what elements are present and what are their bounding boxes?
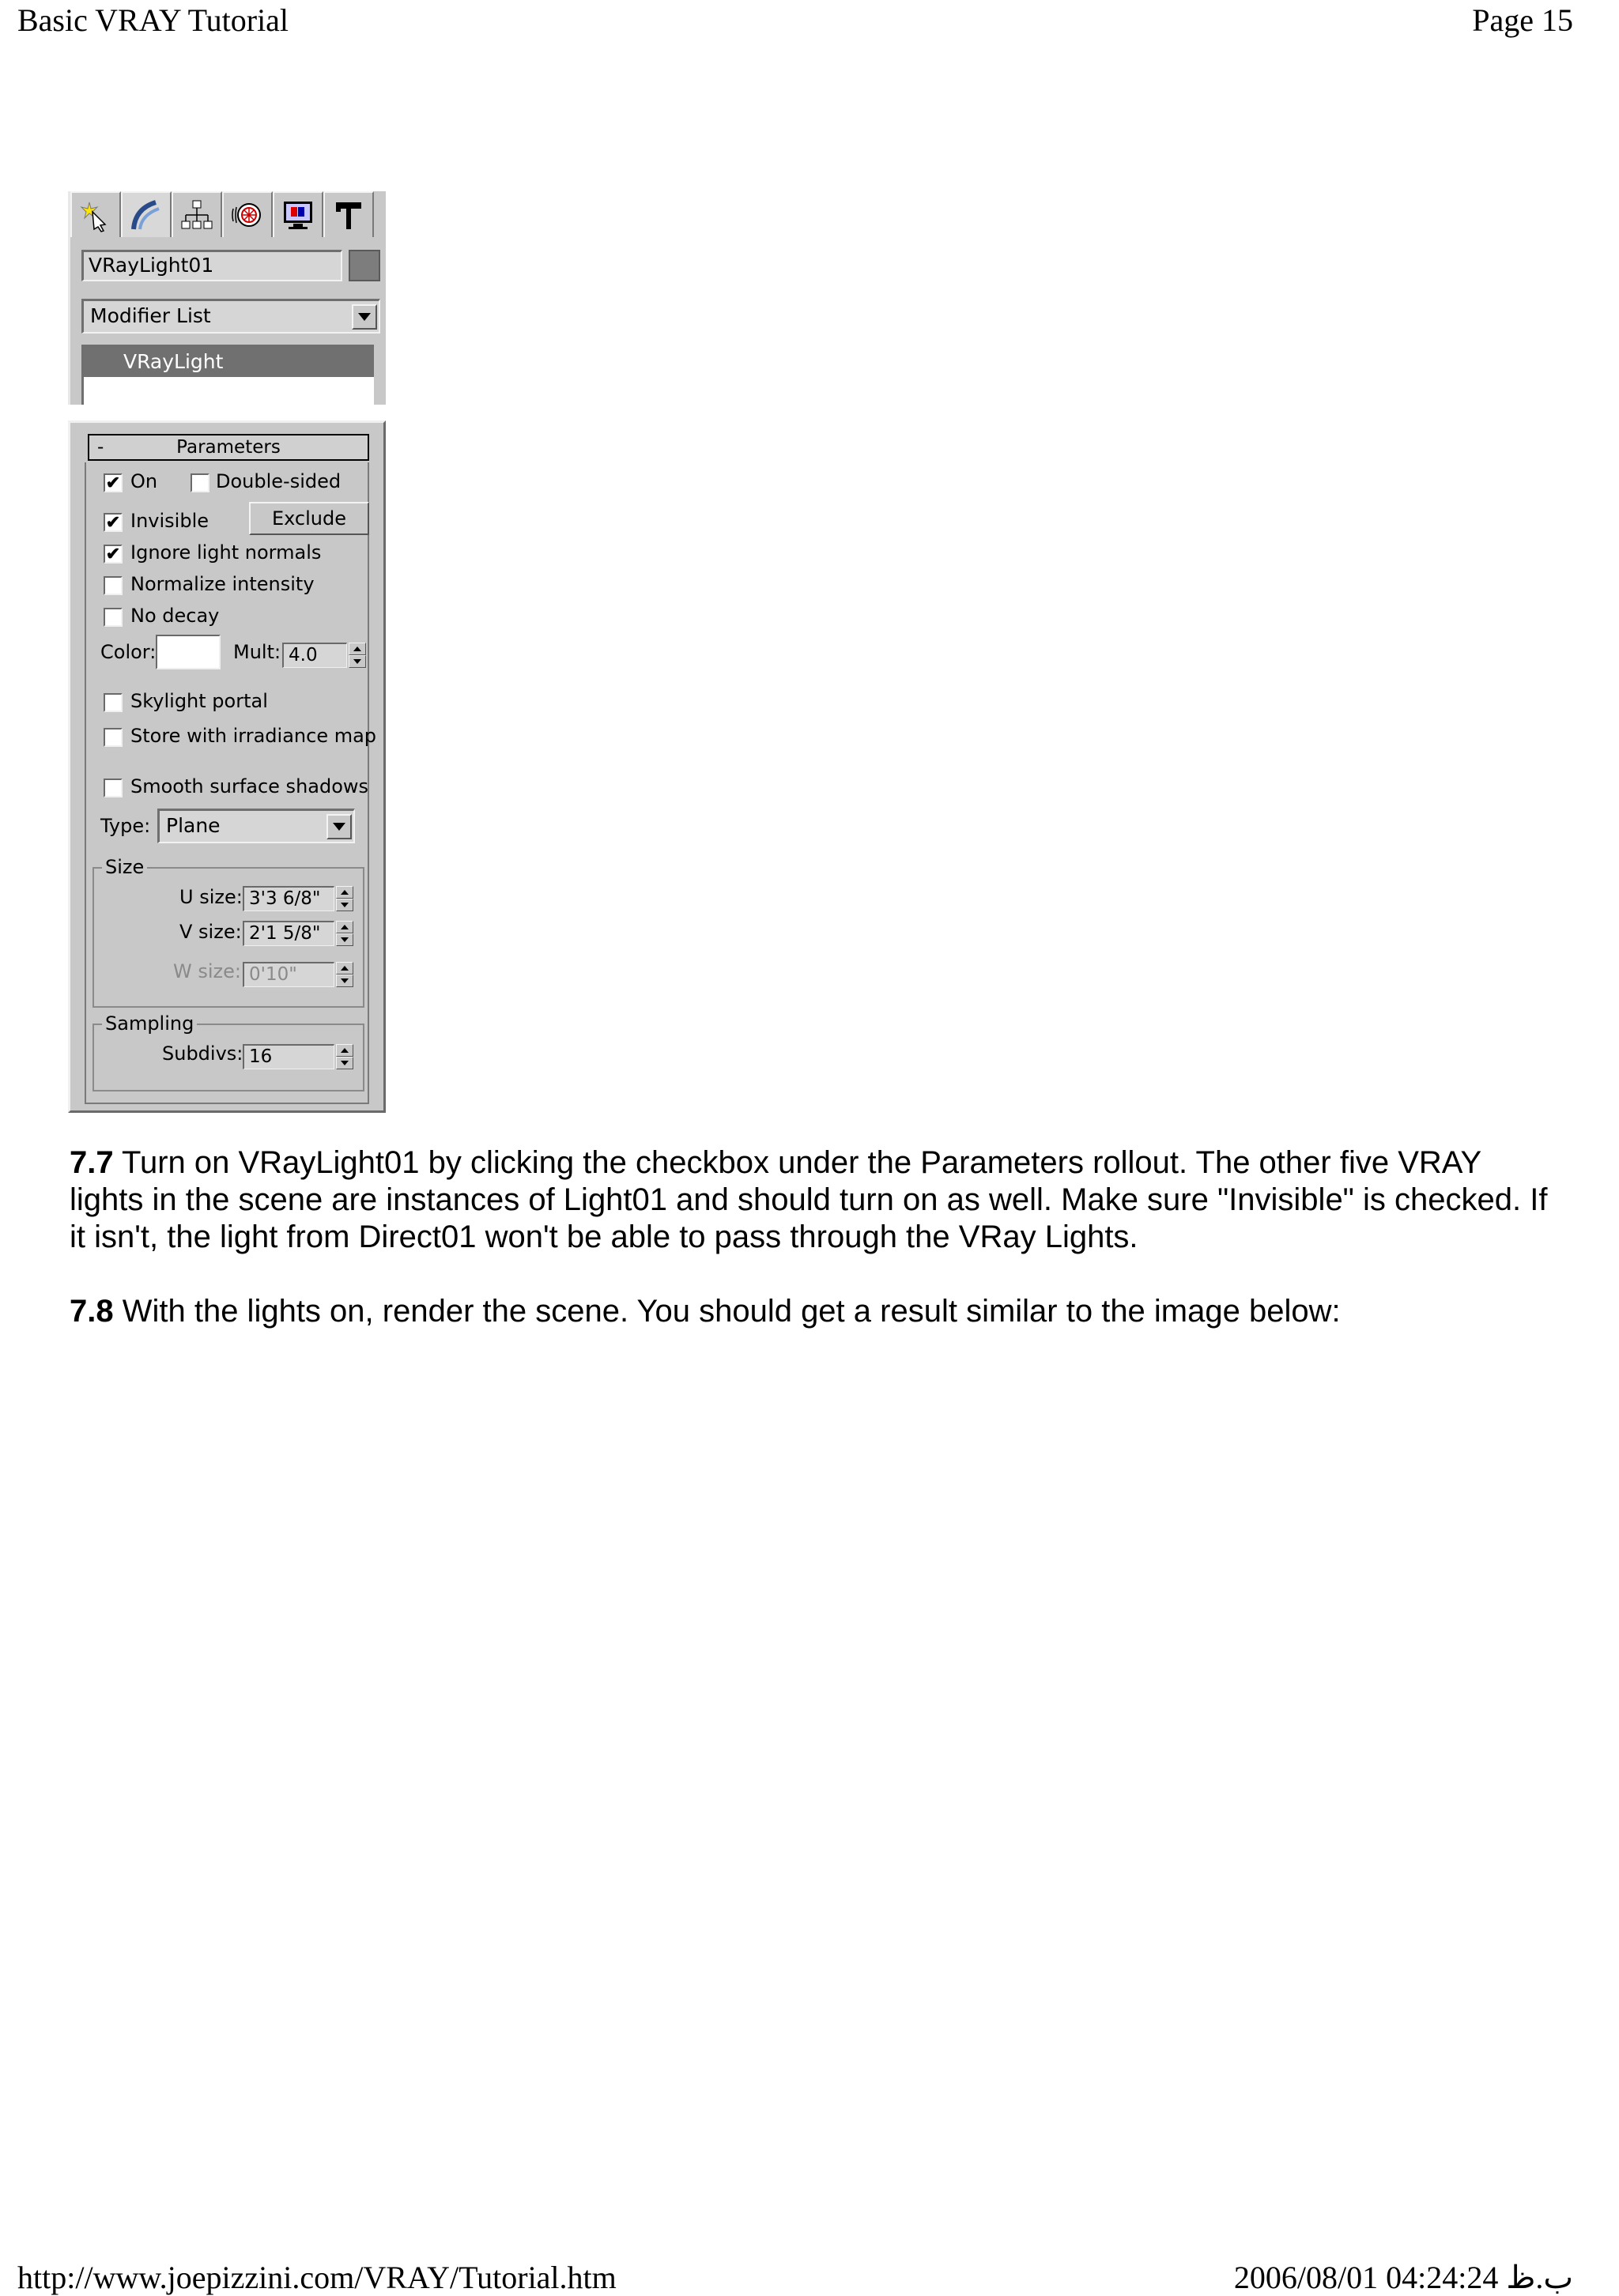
spinner-down-icon <box>336 975 353 987</box>
normalize-intensity-checkbox[interactable] <box>104 576 123 595</box>
object-color-swatch[interactable] <box>349 250 380 281</box>
mult-input[interactable]: 4.0 <box>282 643 347 668</box>
u-size-label: U size: <box>179 886 243 908</box>
spinner-up-icon <box>336 1044 353 1057</box>
step-number: 7.7 <box>70 1145 114 1180</box>
header-title: Basic VRAY Tutorial <box>17 2 289 38</box>
spinner-up-icon <box>336 962 353 975</box>
footer-timestamp: 2006/08/01 04:24:24 ب.ظ <box>1233 2260 1573 2295</box>
light-color-swatch[interactable] <box>156 635 221 669</box>
spinner-down-icon <box>336 899 353 911</box>
spinner-up-icon <box>336 921 353 933</box>
no-decay-label: No decay <box>130 605 220 627</box>
create-icon <box>78 198 113 232</box>
store-irradiance-checkbox[interactable] <box>104 728 123 747</box>
invisible-label: Invisible <box>130 510 209 532</box>
subdivs-spinner[interactable] <box>336 1044 353 1069</box>
utilities-icon <box>331 198 366 232</box>
color-label: Color: <box>100 641 157 663</box>
ignore-light-normals-label: Ignore light normals <box>130 541 322 564</box>
paragraph-text: Turn on VRayLight01 by clicking the checkbox under the Parameters rollout. The other five VRAY lights in the scene are instances of Light01 and should turn on as well. Make sure "Invisible" is checked. If it isn't, the light from Direct01 won't be able to pass through the VRay Lights. <box>70 1145 1548 1254</box>
type-value: Plane <box>166 814 221 837</box>
modifier-stack <box>81 345 374 405</box>
u-size-input[interactable]: 3'3 6/8" <box>243 886 334 911</box>
smooth-shadows-label: Smooth surface shadows <box>130 775 369 797</box>
chevron-down-icon <box>352 304 377 330</box>
paragraph-text: With the lights on, render the scene. You should get a result similar to the image below: <box>113 1294 1341 1329</box>
modify-icon <box>129 198 164 232</box>
double-sided-checkbox[interactable] <box>191 473 209 492</box>
hierarchy-icon <box>179 198 214 232</box>
tab-motion[interactable] <box>222 191 273 237</box>
paragraph-7-7 <box>70 1144 1556 1256</box>
subdivs-input[interactable]: 16 <box>243 1044 334 1069</box>
u-size-spinner[interactable] <box>336 886 353 911</box>
paragraph-7-8 <box>70 1293 1556 1330</box>
mult-spinner[interactable] <box>349 643 366 668</box>
rollout-toggle: - <box>97 437 104 458</box>
sampling-group <box>92 1012 364 1091</box>
modifier-stack-item[interactable]: VRayLight <box>84 347 374 377</box>
mult-label: Mult: <box>233 641 281 663</box>
skylight-portal-checkbox[interactable] <box>104 693 123 712</box>
spinner-down-icon <box>336 933 353 946</box>
spinner-up-icon <box>336 886 353 899</box>
on-label: On <box>130 470 158 492</box>
on-checkbox[interactable]: ✔ <box>104 473 123 492</box>
parameters-rollout <box>68 420 386 1113</box>
tab-create[interactable] <box>70 191 121 237</box>
size-group-label: Size <box>102 856 147 878</box>
spinner-up-icon <box>349 643 366 655</box>
spinner-down-icon <box>336 1057 353 1069</box>
v-size-label: V size: <box>179 921 242 943</box>
tab-utilities[interactable] <box>323 191 374 237</box>
double-sided-label: Double-sided <box>216 470 342 492</box>
step-number: 7.8 <box>70 1294 114 1329</box>
w-size-input: 0'10" <box>243 962 334 987</box>
motion-icon <box>230 198 265 232</box>
command-panel-tabs <box>70 191 388 239</box>
display-icon <box>281 198 315 232</box>
sampling-group-label: Sampling <box>102 1012 197 1035</box>
store-irradiance-label: Store with irradiance map <box>130 725 377 747</box>
no-decay-checkbox[interactable] <box>104 608 123 627</box>
exclude-button[interactable]: Exclude <box>249 502 369 535</box>
tab-display[interactable] <box>273 191 323 237</box>
smooth-shadows-checkbox[interactable] <box>104 779 123 797</box>
rollout-title: Parameters <box>176 437 281 458</box>
v-size-input[interactable]: 2'1 5/8" <box>243 921 334 946</box>
tab-modify[interactable] <box>121 191 172 237</box>
v-size-spinner[interactable] <box>336 921 353 946</box>
type-label: Type: <box>100 815 151 837</box>
normalize-intensity-label: Normalize intensity <box>130 573 315 595</box>
modifier-list-label: Modifier List <box>90 304 211 327</box>
command-panel <box>68 191 386 405</box>
w-size-spinner <box>336 962 353 987</box>
invisible-checkbox[interactable]: ✔ <box>104 513 123 532</box>
chevron-down-icon <box>326 814 352 839</box>
modifier-list-dropdown[interactable] <box>81 299 380 334</box>
footer-url: http://www.joepizzini.com/VRAY/Tutorial.htm <box>17 2260 617 2295</box>
type-dropdown[interactable] <box>157 809 355 843</box>
ignore-light-normals-checkbox[interactable]: ✔ <box>104 545 123 564</box>
size-group <box>92 856 364 1008</box>
w-size-label: W size: <box>173 960 241 982</box>
rollout-header[interactable] <box>88 434 369 461</box>
page-number: Page 15 <box>1472 2 1573 38</box>
subdivs-label: Subdivs: <box>162 1042 243 1065</box>
spinner-down-icon <box>349 655 366 668</box>
skylight-portal-label: Skylight portal <box>130 690 268 712</box>
rollout-body <box>85 462 377 1104</box>
tab-hierarchy[interactable] <box>172 191 222 237</box>
object-name-field[interactable]: VRayLight01 <box>81 250 342 281</box>
